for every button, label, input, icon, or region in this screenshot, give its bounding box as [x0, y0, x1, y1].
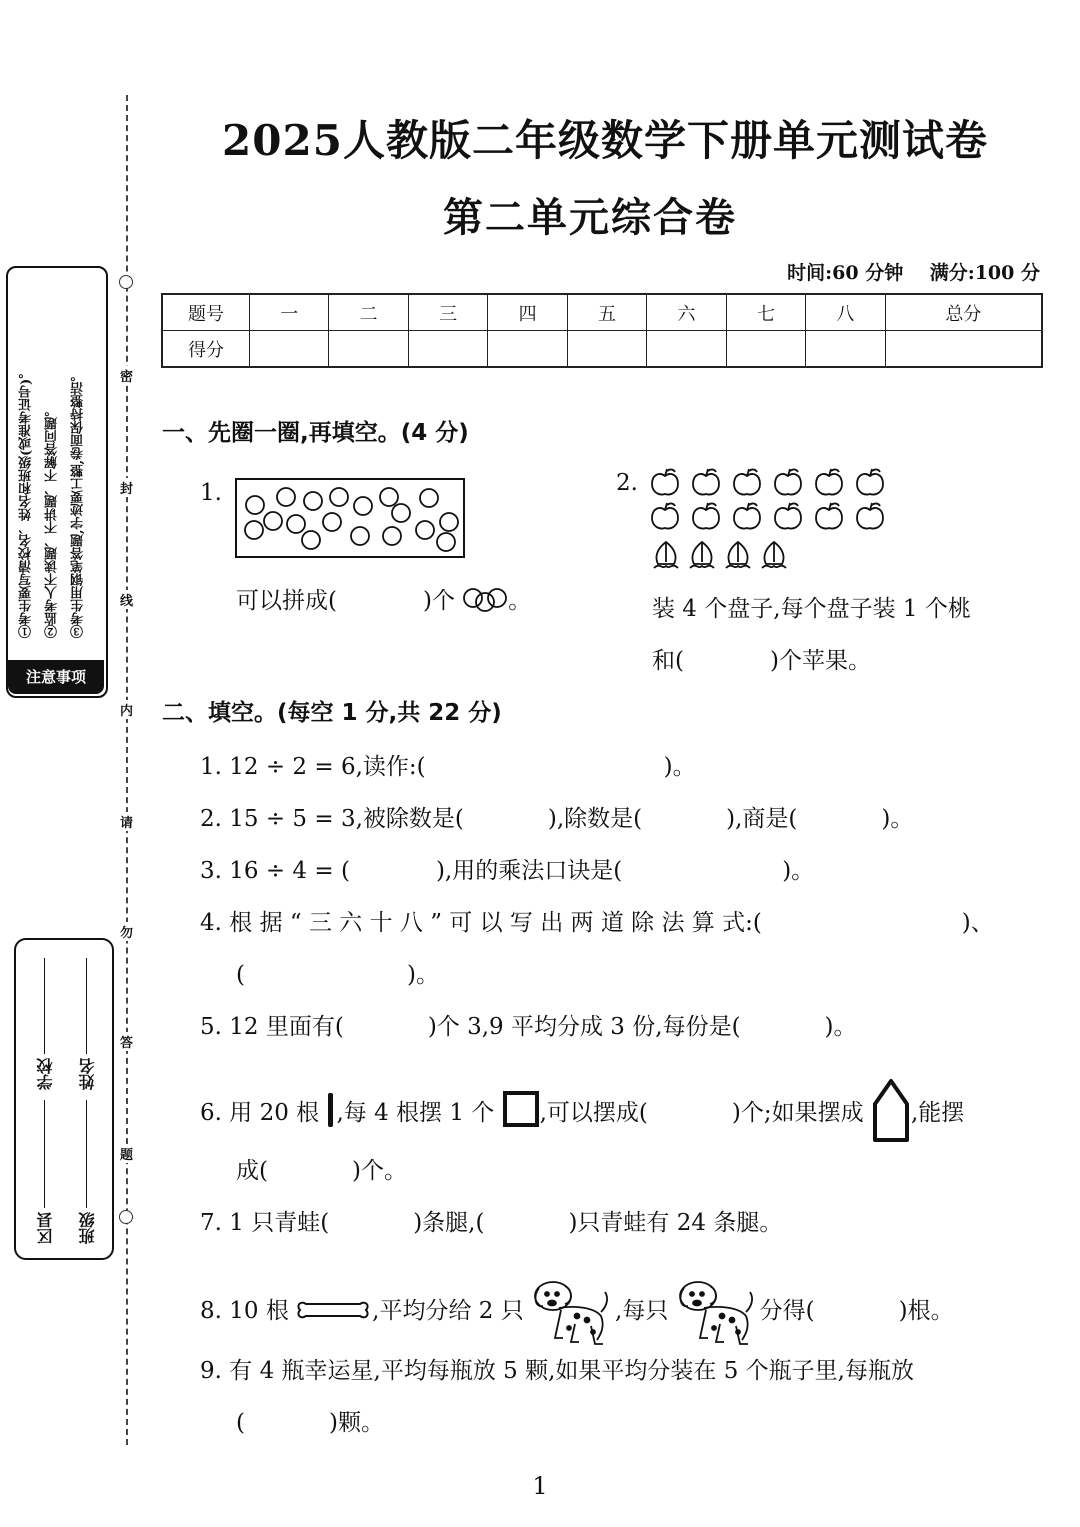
s2-q1: [200, 748, 696, 781]
s2-q1-b: )。: [663, 754, 696, 780]
s2-q9-a: 有 4 瓶幸运星,平均每瓶放 5 颗,如果平均分装在 5 个瓶子里,每瓶放: [229, 1358, 914, 1384]
apple-icon: [652, 503, 678, 529]
apple-icon: [693, 503, 719, 529]
apples-peaches-figure: [648, 466, 888, 574]
score-table: [161, 293, 1043, 368]
score-cell[interactable]: [567, 331, 646, 368]
three-rings-icon: [462, 586, 508, 614]
s2-q6-g: )个。: [351, 1158, 407, 1184]
class-label: 班级: [78, 1212, 97, 1244]
exam-meta: [787, 258, 1040, 285]
s2-q4-number: 4.: [200, 910, 222, 936]
score-table-score-row: [162, 331, 1042, 368]
apple-icon: [857, 469, 883, 495]
binding-char: 密: [120, 366, 133, 385]
stick-icon: [326, 1092, 336, 1128]
s2-q4-a: 根 据 “ 三 六 十 八 ” 可 以 写 出 两 道 除 法 算 式:(: [229, 910, 762, 936]
score-cell[interactable]: [488, 331, 567, 368]
binding-char: 答: [120, 1032, 133, 1051]
name-label: 姓名: [78, 1058, 97, 1090]
s2-q6-c: ,可以摆成(: [539, 1100, 648, 1126]
s2-q7-b: )条腿,(: [413, 1210, 485, 1236]
notice-lines: [14, 282, 92, 638]
score-col-3: 三: [408, 294, 487, 331]
s2-q9-b: (: [236, 1410, 245, 1436]
apple-icon: [652, 469, 678, 495]
s2-q8-c: ,每只: [615, 1298, 669, 1324]
score-col-2: 二: [329, 294, 408, 331]
notice-heading: 注意事项: [8, 660, 104, 694]
s2-q8-a: 10 根: [229, 1298, 289, 1324]
s2-q8: [200, 1276, 954, 1348]
s2-q1-number: 1.: [200, 754, 222, 780]
s1-q2-line2-b: )个苹果。: [769, 648, 871, 674]
full-score: 满分:100 分: [929, 262, 1040, 284]
score-table-header-row: [162, 294, 1042, 331]
s2-q6-b: ,每 4 根摆 1 个: [336, 1100, 495, 1126]
square-sticks-icon: [502, 1090, 540, 1128]
school-label: 学校: [36, 1058, 55, 1090]
score-cell[interactable]: [408, 331, 487, 368]
apple-icon: [816, 469, 842, 495]
s2-q9-c: )颗。: [328, 1410, 384, 1436]
page-number: 1: [532, 1472, 548, 1500]
score-col-5: 五: [567, 294, 646, 331]
s2-q5-b: )个 3,9 平均分成 3 份,每份是(: [427, 1014, 741, 1040]
name-field[interactable]: [86, 958, 88, 1054]
score-cell[interactable]: [806, 331, 885, 368]
s2-q8-e: )根。: [898, 1298, 954, 1324]
apple-icon: [734, 469, 760, 495]
s2-q6-d: )个;如果摆成: [731, 1100, 864, 1126]
score-table-score-label: 得分: [162, 331, 250, 368]
s2-q9: [200, 1352, 914, 1385]
apple-icon: [816, 503, 842, 529]
apple-icon: [693, 469, 719, 495]
s2-q3-a: 16 ÷ 4 = (: [229, 858, 350, 884]
dog-icon: [531, 1276, 615, 1348]
s2-q2-a: 15 ÷ 5 = 3,被除数是(: [229, 806, 464, 832]
s2-q4: [200, 904, 994, 937]
time-limit: 时间:60 分钟: [787, 262, 904, 284]
binding-char: 内: [120, 700, 133, 719]
bone-icon: [296, 1298, 372, 1322]
binding-char: 线: [120, 590, 133, 609]
binding-ring: [119, 1210, 133, 1224]
score-col-total: 总分: [885, 294, 1042, 331]
class-field[interactable]: [86, 1100, 88, 1208]
s2-q3-b: ),用的乘法口诀是(: [435, 858, 623, 884]
school-field[interactable]: [44, 958, 46, 1054]
s2-q6-e: ,能摆: [910, 1100, 965, 1126]
score-table-header-label: 题号: [162, 294, 250, 331]
score-col-4: 四: [488, 294, 567, 331]
apple-icon: [734, 503, 760, 529]
score-cell[interactable]: [250, 331, 329, 368]
s2-q7-c: )只青蛙有 24 条腿。: [568, 1210, 783, 1236]
s2-q8-number: 8.: [200, 1298, 222, 1324]
binding-line: [126, 95, 130, 1445]
s2-q6: [200, 1078, 964, 1142]
apple-icon: [775, 469, 801, 495]
s2-q4-c: (: [236, 962, 245, 988]
notice-line: ①考生要写清校名、姓名和班级(或准考证号)。: [19, 365, 34, 638]
s2-q1-a: 12 ÷ 2 = 6,读作:(: [229, 754, 426, 780]
s2-q2-d: )。: [881, 806, 914, 832]
s2-q2-number: 2.: [200, 806, 222, 832]
s2-q2-b: ),除数是(: [547, 806, 643, 832]
s1-q2-line1: 装 4 个盘子,每个盘子装 1 个桃: [652, 596, 971, 622]
apple-icon: [857, 503, 883, 529]
s2-q3-c: )。: [782, 858, 815, 884]
page-title: 2025人教版二年级数学下册单元测试卷: [222, 116, 988, 165]
s2-q3: [200, 852, 814, 885]
circles-box-figure: [235, 478, 465, 558]
score-cell[interactable]: [647, 331, 726, 368]
s2-q2-c: ),商是(: [726, 806, 798, 832]
score-col-1: 一: [250, 294, 329, 331]
s2-q7-a: 1 只青蛙(: [229, 1210, 330, 1236]
s2-q6-number: 6.: [200, 1100, 222, 1126]
s2-q9-line2: [236, 1404, 384, 1437]
s2-q5-a: 12 里面有(: [229, 1014, 344, 1040]
s2-q5-c: )。: [824, 1014, 857, 1040]
s2-q6-f: 成(: [236, 1158, 268, 1184]
score-col-6: 六: [647, 294, 726, 331]
peach-icon: [690, 542, 714, 568]
binding-ring: [119, 275, 133, 289]
s1-q1-text: 可以拼成( )个 。: [236, 588, 532, 614]
notice-line: ②监考人不读题、不讲题、不解答问题。: [45, 404, 60, 638]
s1-q2-line2-a: 和(: [652, 648, 684, 674]
peach-icon: [726, 542, 750, 568]
score-cell[interactable]: [885, 331, 1042, 368]
dog-icon: [676, 1276, 760, 1348]
apple-icon: [775, 503, 801, 529]
notice-line: ③考生用钢笔答题,字迹要工整,卷面保持整洁。: [71, 368, 86, 638]
s2-q6-line2: [236, 1152, 407, 1185]
s1-q2-line2: [652, 642, 871, 675]
s1-q1-number: 1.: [200, 480, 222, 506]
binding-char: 勿: [120, 922, 133, 941]
s2-q4-d: )。: [406, 962, 439, 988]
s2-q4-b: )、: [961, 910, 994, 936]
s1-q2-number: 2.: [616, 470, 638, 496]
house-sticks-icon: [871, 1078, 911, 1142]
s2-q8-d: 分得(: [759, 1298, 815, 1324]
score-col-8: 八: [806, 294, 885, 331]
s2-q3-number: 3.: [200, 858, 222, 884]
s2-q7: [200, 1204, 782, 1237]
section-1-heading: 一、先圈一圈,再填空。(4 分): [162, 420, 469, 446]
s2-q7-number: 7.: [200, 1210, 222, 1236]
s2-q8-b: ,平均分给 2 只: [372, 1298, 524, 1324]
district-label: 区县: [36, 1212, 55, 1244]
s2-q2: [200, 800, 913, 833]
score-col-7: 七: [726, 294, 805, 331]
binding-char: 请: [120, 812, 133, 831]
peach-icon: [762, 542, 786, 568]
s2-q4-line2: [236, 956, 439, 989]
binding-char: 题: [120, 1144, 133, 1163]
s2-q6-a: 用 20 根: [229, 1100, 320, 1126]
district-field[interactable]: [44, 1100, 46, 1208]
s2-q5-number: 5.: [200, 1014, 222, 1040]
section-2-heading: 二、填空。(每空 1 分,共 22 分): [162, 700, 502, 726]
s1-q1-text-a: 可以拼成(: [236, 588, 337, 614]
binding-char: 封: [120, 478, 133, 497]
score-cell[interactable]: [329, 331, 408, 368]
s2-q9-number: 9.: [200, 1358, 222, 1384]
s2-q5: [200, 1008, 857, 1041]
peach-icon: [654, 542, 678, 568]
score-cell[interactable]: [726, 331, 805, 368]
page-subtitle: 第二单元综合卷: [443, 194, 737, 241]
student-info-box: [14, 938, 114, 1260]
s1-q1-text-b: )个: [422, 588, 455, 614]
